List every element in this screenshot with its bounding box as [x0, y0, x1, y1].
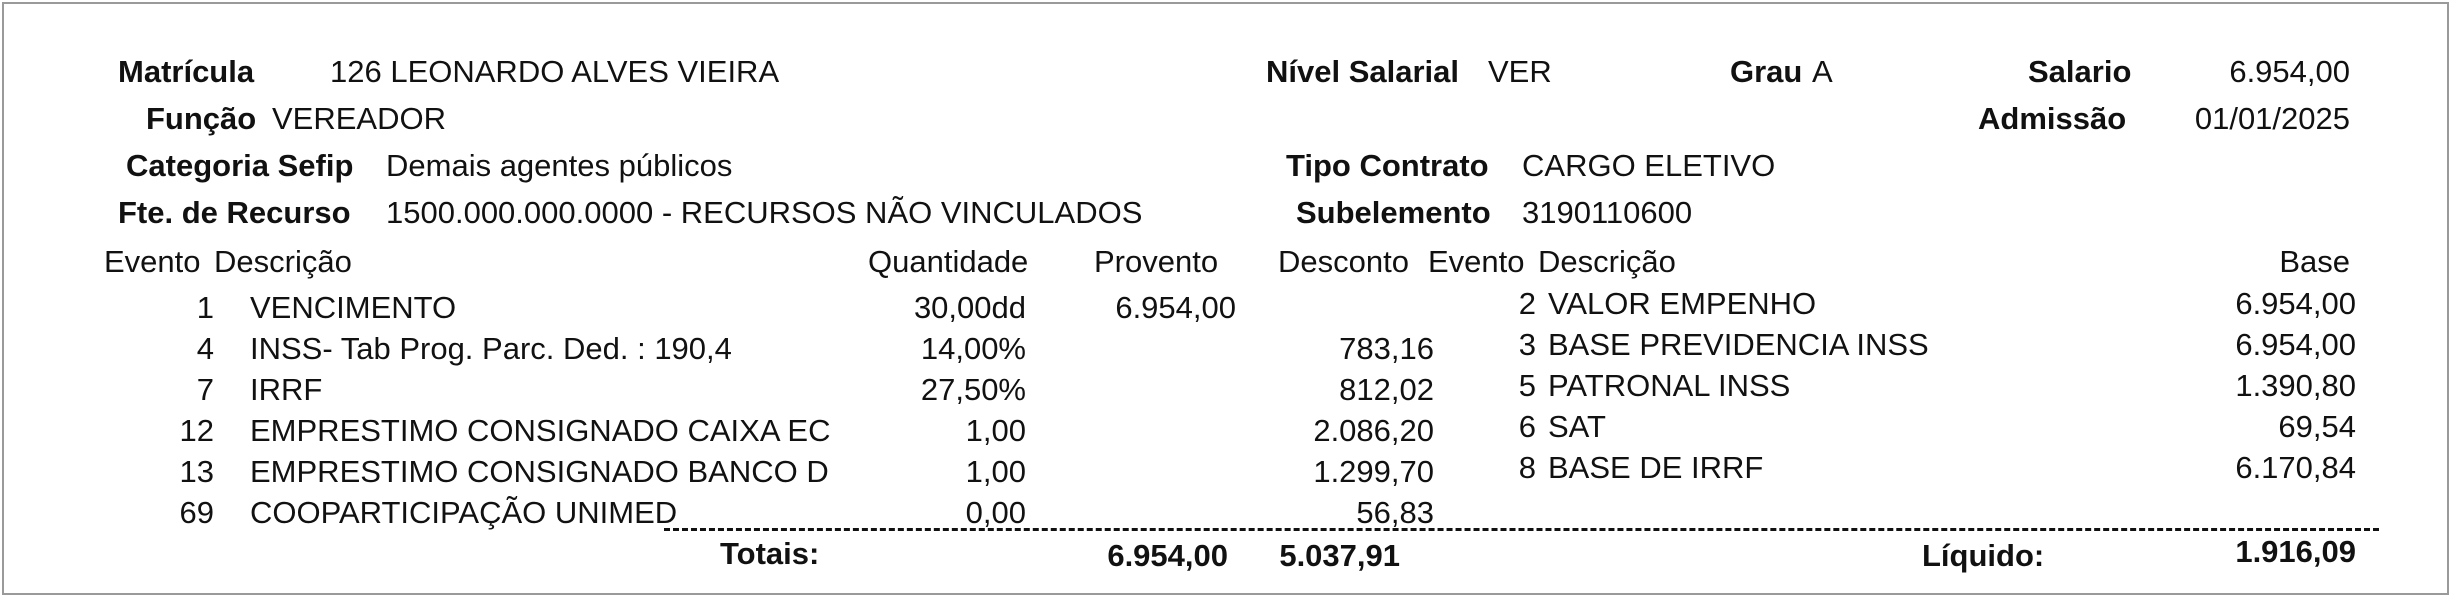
- base-value: 6.954,00: [2235, 286, 2356, 321]
- col-descricao2-header: Descrição: [1538, 244, 1676, 279]
- event-provento: 6.954,00: [1115, 290, 1236, 325]
- event-quantity: 27,50%: [920, 372, 1026, 407]
- funcao-label: Função: [146, 101, 257, 136]
- col-evento2-header: Evento: [1428, 244, 1525, 279]
- matricula-value: 126 LEONARDO ALVES VIEIRA: [330, 54, 780, 89]
- col-quantidade-header: Quantidade: [868, 244, 1029, 279]
- event-quantity: 1,00: [965, 413, 1026, 448]
- nivel-salarial-value: VER: [1488, 54, 1552, 89]
- grau-value: A: [1812, 54, 1833, 89]
- event-quantity: 1,00: [965, 454, 1026, 489]
- payslip-frame: [2, 2, 2449, 595]
- event-desconto: 812,02: [1339, 372, 1434, 407]
- admissao-value: 01/01/2025: [2194, 101, 2350, 136]
- base-value: 6.954,00: [2235, 327, 2356, 362]
- liquido-label: Líquido:: [1922, 538, 2045, 573]
- base-code: 3: [1518, 327, 1536, 362]
- event-code: 4: [196, 331, 214, 366]
- col-evento-header: Evento: [104, 244, 201, 279]
- categoria-sefip-value: Demais agentes públicos: [386, 148, 733, 183]
- subelemento-label: Subelemento: [1296, 195, 1491, 230]
- grau-label: Grau: [1730, 54, 1803, 89]
- salario-value: 6.954,00: [2229, 54, 2350, 89]
- salario-label: Salario: [2028, 54, 2132, 89]
- categoria-sefip-label: Categoria Sefip: [126, 148, 354, 183]
- event-code: 13: [179, 454, 214, 489]
- matricula-label: Matrícula: [118, 54, 255, 89]
- base-description: BASE PREVIDENCIA INSS: [1548, 327, 1929, 362]
- base-code: 5: [1518, 368, 1536, 403]
- tipo-contrato-value: CARGO ELETIVO: [1522, 148, 1776, 183]
- event-description: COOPARTICIPAÇÃO UNIMED: [250, 495, 678, 530]
- event-code: 1: [196, 290, 214, 325]
- event-code: 69: [179, 495, 214, 530]
- totals-desconto: 5.037,91: [1279, 538, 1400, 573]
- col-provento-header: Provento: [1094, 244, 1219, 279]
- col-desconto-header: Desconto: [1278, 244, 1409, 279]
- base-description: BASE DE IRRF: [1548, 450, 1764, 485]
- base-description: SAT: [1548, 409, 1606, 444]
- nivel-salarial-label: Nível Salarial: [1266, 54, 1460, 89]
- event-desconto: 1.299,70: [1313, 454, 1434, 489]
- base-value: 69,54: [2278, 409, 2356, 444]
- event-desconto: 2.086,20: [1313, 413, 1434, 448]
- base-code: 2: [1518, 286, 1536, 321]
- admissao-label: Admissão: [1978, 101, 2127, 136]
- event-quantity: 0,00: [965, 495, 1026, 530]
- event-code: 7: [196, 372, 214, 407]
- event-description: EMPRESTIMO CONSIGNADO CAIXA EC: [250, 413, 831, 448]
- event-description: IRRF: [250, 372, 323, 407]
- event-description: EMPRESTIMO CONSIGNADO BANCO D: [250, 454, 829, 489]
- base-code: 6: [1518, 409, 1536, 444]
- event-description: VENCIMENTO: [250, 290, 457, 325]
- base-value: 6.170,84: [2235, 450, 2356, 485]
- base-value: 1.390,80: [2235, 368, 2356, 403]
- event-code: 12: [179, 413, 214, 448]
- totals-divider: [664, 528, 2379, 531]
- event-desconto: 783,16: [1339, 331, 1434, 366]
- totals-provento: 6.954,00: [1107, 538, 1228, 573]
- base-description: VALOR EMPENHO: [1548, 286, 1817, 321]
- event-description: INSS- Tab Prog. Parc. Ded. : 190,4: [250, 331, 732, 366]
- liquido-value: 1.916,09: [2235, 534, 2356, 569]
- totals-label: Totais:: [720, 536, 820, 571]
- funcao-value: VEREADOR: [272, 101, 446, 136]
- col-descricao-header: Descrição: [214, 244, 352, 279]
- event-quantity: 14,00%: [920, 331, 1026, 366]
- event-desconto: 56,83: [1356, 495, 1434, 530]
- fonte-recurso-label: Fte. de Recurso: [118, 195, 351, 230]
- base-description: PATRONAL INSS: [1548, 368, 1791, 403]
- fonte-recurso-value: 1500.000.000.0000 - RECURSOS NÃO VINCULADOS: [386, 195, 1143, 230]
- event-quantity: 30,00dd: [913, 290, 1026, 325]
- base-code: 8: [1518, 450, 1536, 485]
- col-base-header: Base: [2279, 244, 2350, 279]
- tipo-contrato-label: Tipo Contrato: [1286, 148, 1489, 183]
- subelemento-value: 3190110600: [1522, 195, 1693, 230]
